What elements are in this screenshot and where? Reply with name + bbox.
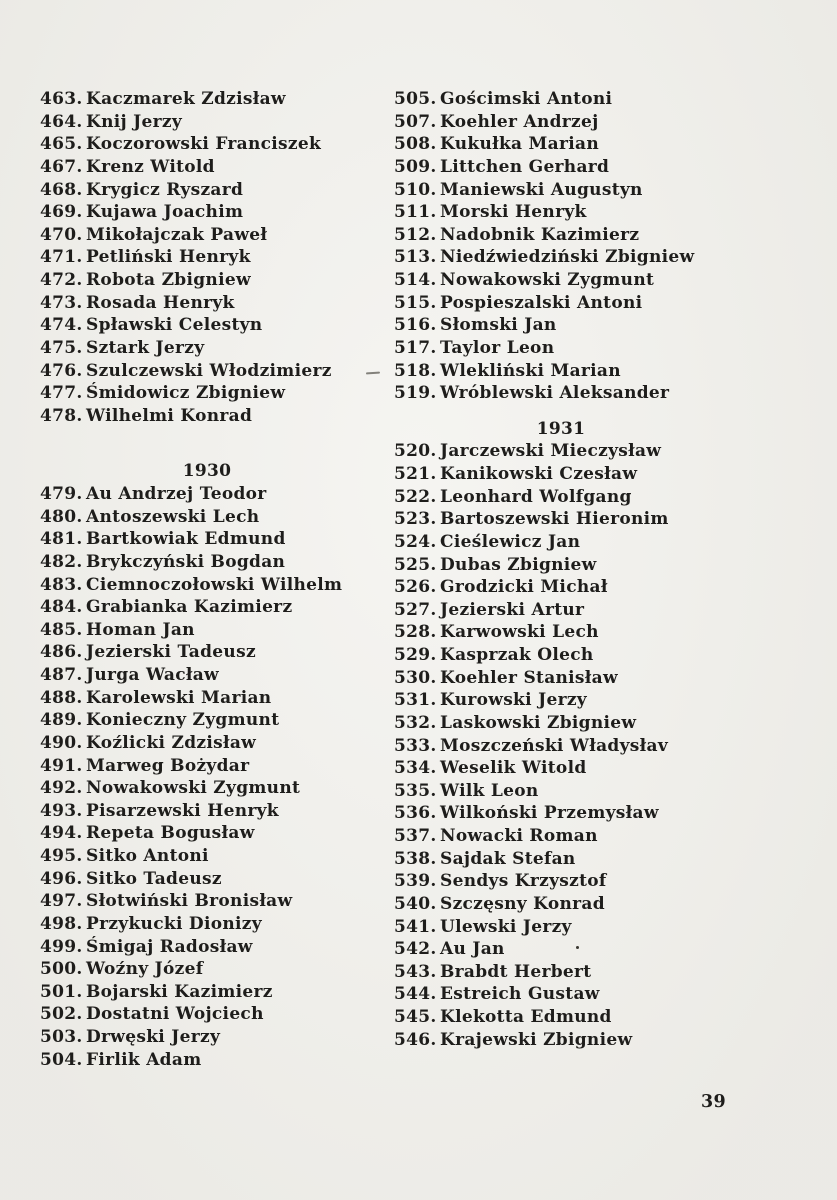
list-entry <box>394 111 798 134</box>
entry-name: Dostatni Wojciech <box>86 1004 264 1025</box>
entry-name: Sztark Jerzy <box>86 337 205 358</box>
entry-name: Estreich Gustaw <box>440 984 600 1005</box>
year-header-1930: 1930 <box>182 461 232 482</box>
entry-number: 486. <box>40 642 83 663</box>
list-entry <box>394 292 798 315</box>
entry-name: Klekotta Edmund <box>440 1007 612 1027</box>
entry-number: 463. <box>40 89 83 109</box>
entry-number: 536. <box>394 803 437 824</box>
entry-name: Nowakowski Zygmunt <box>86 778 301 799</box>
list-entry <box>40 868 374 891</box>
entry-number: 522. <box>394 486 437 507</box>
entry-name: Au Andrzej Teodor <box>86 484 267 504</box>
entry-number: 503. <box>40 1027 83 1047</box>
entry-number: 483. <box>40 574 83 595</box>
entry-name: Sajdak Stefan <box>440 848 576 869</box>
entry-number: 523. <box>394 509 437 530</box>
list-entry <box>40 551 374 574</box>
list-entry <box>40 360 374 383</box>
entry-number: 530. <box>394 667 437 688</box>
entry-number: 488. <box>40 687 83 708</box>
entry-number: 482. <box>40 551 83 572</box>
list-entry <box>394 156 798 179</box>
entry-name: Repeta Bogusław <box>86 823 255 844</box>
entry-number: 491. <box>40 755 83 776</box>
entry-number: 516. <box>394 315 437 336</box>
list-entry <box>394 757 798 780</box>
list-entry <box>40 800 374 823</box>
entry-number: 545. <box>394 1007 437 1027</box>
entry-number: 471. <box>40 247 83 268</box>
entry-number: 472. <box>40 270 83 290</box>
list-entry <box>394 825 798 848</box>
list-entry <box>394 599 798 622</box>
entry-number: 542. <box>394 939 437 960</box>
entry-number: 465. <box>40 134 83 155</box>
name-list-column-right <box>394 88 798 1051</box>
entry-number: 495. <box>40 846 83 866</box>
entry-number: 526. <box>394 577 437 598</box>
list-entry <box>394 961 798 984</box>
entry-number: 502. <box>40 1004 83 1025</box>
entry-number: 538. <box>394 848 437 869</box>
entry-name: Spławski Celestyn <box>86 315 263 336</box>
list-entry <box>394 246 798 269</box>
entry-name: Homan Jan <box>86 619 195 640</box>
entry-number: 540. <box>394 893 437 914</box>
entry-name: Kasprzak Olech <box>440 645 594 665</box>
list-entry <box>394 486 798 509</box>
entry-number: 484. <box>40 597 83 618</box>
entry-number: 489. <box>40 710 83 731</box>
entry-number: 519. <box>394 383 437 404</box>
list-entry <box>40 179 374 202</box>
entry-name: Dubas Zbigniew <box>440 554 597 575</box>
list-entry <box>394 179 798 202</box>
list-entry <box>394 1029 798 1052</box>
entry-name: Słotwiński Bronisław <box>86 891 293 912</box>
list-entry <box>394 712 798 735</box>
entry-number: 534. <box>394 758 437 779</box>
entry-name: Jurga Wacław <box>86 665 219 685</box>
entry-name: Marweg Bożydar <box>86 755 250 776</box>
entry-number: 493. <box>40 800 83 821</box>
list-entry <box>394 983 798 1006</box>
entry-name: Koehler Andrzej <box>440 111 599 132</box>
entry-name: Bojarski Kazimierz <box>86 981 273 1002</box>
entry-name: Karolewski Marian <box>86 687 272 708</box>
entry-number: 518. <box>394 360 437 381</box>
entry-number: 507. <box>394 111 437 132</box>
list-entry <box>394 893 798 916</box>
entry-name: Woźny Józef <box>86 959 204 980</box>
entry-name: Nadobnik Kazimierz <box>440 224 640 245</box>
entry-name: Wilk Leon <box>440 780 539 801</box>
list-entry <box>40 890 374 913</box>
entry-name: Kanikowski Czesław <box>440 464 638 484</box>
entry-number: 546. <box>394 1029 437 1050</box>
entry-name: Śmigaj Radosław <box>86 936 253 957</box>
list-entry <box>40 664 374 687</box>
list-entry <box>394 848 798 871</box>
entry-name: Leonhard Wolfgang <box>440 486 632 507</box>
list-entry <box>394 440 798 463</box>
list-entry <box>40 506 374 529</box>
list-entry <box>394 802 798 825</box>
entry-name: Ulewski Jerzy <box>440 916 572 937</box>
entry-number: 543. <box>394 961 437 982</box>
list-entry <box>394 382 798 405</box>
entry-number: 508. <box>394 134 437 155</box>
list-entry <box>40 156 374 179</box>
entry-name: Krygicz Ryszard <box>86 179 244 200</box>
list-entry <box>40 292 374 315</box>
list-entry <box>40 246 374 269</box>
entry-name: Jezierski Tadeusz <box>86 642 256 663</box>
list-entry <box>40 382 374 405</box>
entry-name: Ciemnoczołowski Wilhelm <box>86 574 343 595</box>
entry-number: 500. <box>40 959 83 980</box>
entry-number: 473. <box>40 292 83 313</box>
entry-number: 529. <box>394 645 437 665</box>
entry-name: Sitko Tadeusz <box>86 868 222 889</box>
list-entry <box>394 531 798 554</box>
entry-name: Maniewski Augustyn <box>440 179 643 200</box>
entry-number: 481. <box>40 529 83 550</box>
list-entry <box>40 88 374 111</box>
list-entry <box>394 689 798 712</box>
entry-name: Kukułka Marian <box>440 134 599 155</box>
entry-name: Koczorowski Franciszek <box>86 134 322 155</box>
entry-name: Krajewski Zbigniew <box>440 1029 633 1050</box>
list-entry <box>40 133 374 156</box>
list-entry <box>394 360 798 383</box>
entry-number: 485. <box>40 619 83 640</box>
entry-name: Śmidowicz Zbigniew <box>86 383 286 404</box>
entry-number: 513. <box>394 247 437 268</box>
entry-name: Gościmski Antoni <box>440 89 613 109</box>
list-entry <box>394 88 798 111</box>
entry-number: 498. <box>40 913 83 934</box>
list-entry <box>40 981 374 1004</box>
list-entry <box>40 111 374 134</box>
entry-number: 479. <box>40 484 83 504</box>
entry-name: Firlik Adam <box>86 1049 202 1070</box>
list-entry <box>394 269 798 292</box>
entry-name: Antoszewski Lech <box>86 506 260 527</box>
entry-name: Kurowski Jerzy <box>440 690 587 711</box>
entry-name: Jezierski Artur <box>440 599 585 620</box>
entry-name: Au Jan <box>440 939 505 960</box>
list-entry <box>40 314 374 337</box>
entry-number: 514. <box>394 270 437 290</box>
entry-name: Koehler Stanisław <box>440 667 618 688</box>
entry-name: Wlekliński Marian <box>440 360 621 381</box>
entry-number: 496. <box>40 868 83 889</box>
entry-name: Nowakowski Zygmunt <box>440 270 655 290</box>
entry-number: 499. <box>40 936 83 957</box>
list-entry <box>40 845 374 868</box>
entry-name: Wróblewski Aleksander <box>440 383 670 404</box>
entry-number: 490. <box>40 732 83 753</box>
entry-number: 478. <box>40 405 83 426</box>
entry-name: Wilhelmi Konrad <box>86 405 253 426</box>
list-entry <box>394 314 798 337</box>
entry-number: 487. <box>40 665 83 685</box>
entry-number: 537. <box>394 826 437 846</box>
list-entry <box>394 780 798 803</box>
list-entry <box>40 1026 374 1049</box>
entry-name: Konieczny Zygmunt <box>86 710 280 731</box>
entry-name: Szulczewski Włodzimierz <box>86 360 332 381</box>
entry-name: Mikołajczak Paweł <box>86 224 268 245</box>
entry-name: Drwęski Jerzy <box>86 1027 221 1047</box>
entry-number: 497. <box>40 891 83 912</box>
entry-number: 480. <box>40 506 83 527</box>
year-header-1931: 1931 <box>536 418 586 439</box>
entry-name: Kujawa Joachim <box>86 202 244 223</box>
entry-number: 505. <box>394 89 437 109</box>
entry-number: 509. <box>394 156 437 177</box>
entry-number: 515. <box>394 292 437 313</box>
entry-name: Morski Henryk <box>440 202 587 223</box>
entry-number: 521. <box>394 464 437 484</box>
list-entry <box>394 667 798 690</box>
list-entry <box>40 958 374 981</box>
list-entry <box>40 201 374 224</box>
entry-name: Littchen Gerhard <box>440 156 610 177</box>
list-entry <box>40 528 374 551</box>
stray-ink-dot <box>576 946 579 949</box>
entry-name: Weselik Witold <box>440 758 587 779</box>
list-entry <box>394 621 798 644</box>
entry-number: 524. <box>394 531 437 552</box>
list-entry <box>394 554 798 577</box>
entry-number: 539. <box>394 871 437 892</box>
list-entry <box>40 777 374 800</box>
entry-number: 468. <box>40 179 83 200</box>
page-number: 39 <box>701 1092 726 1112</box>
list-entry <box>40 619 374 642</box>
entry-number: 533. <box>394 735 437 756</box>
entry-number: 511. <box>394 202 437 223</box>
entry-name: Bartoszewski Hieronim <box>440 509 669 530</box>
list-entry <box>40 483 374 506</box>
list-entry <box>40 687 374 710</box>
entry-name: Przykucki Dionizy <box>86 913 262 934</box>
entry-name: Brabdt Herbert <box>440 961 592 982</box>
entry-number: 474. <box>40 315 83 336</box>
entry-name: Grabianka Kazimierz <box>86 597 293 618</box>
list-entry <box>40 936 374 959</box>
list-entry <box>394 735 798 758</box>
entry-name: Sendys Krzysztof <box>440 871 607 892</box>
entry-name: Laskowski Zbigniew <box>440 712 637 733</box>
entry-name: Słomski Jan <box>440 315 557 336</box>
entry-name: Wilkoński Przemysław <box>440 803 659 824</box>
list-entry <box>40 1003 374 1026</box>
list-entry <box>394 337 798 360</box>
entry-number: 532. <box>394 712 437 733</box>
entry-number: 517. <box>394 337 437 358</box>
list-entry <box>40 913 374 936</box>
list-entry <box>40 755 374 778</box>
entry-name: Pisarzewski Henryk <box>86 800 279 821</box>
entry-name: Karwowski Lech <box>440 622 599 643</box>
entry-number: 531. <box>394 690 437 711</box>
entry-name: Koźlicki Zdzisław <box>86 732 257 753</box>
entry-number: 470. <box>40 224 83 245</box>
list-entry <box>394 133 798 156</box>
list-entry <box>40 596 374 619</box>
list-entry <box>394 870 798 893</box>
entry-name: Rosada Henryk <box>86 292 235 313</box>
entry-number: 541. <box>394 916 437 937</box>
list-entry <box>394 938 798 961</box>
entry-number: 520. <box>394 441 437 462</box>
list-entry <box>40 822 374 845</box>
entry-name: Kaczmarek Zdzisław <box>86 89 286 109</box>
list-entry <box>394 224 798 247</box>
entry-name: Cieślewicz Jan <box>440 531 581 552</box>
entry-number: 535. <box>394 780 437 801</box>
entry-number: 467. <box>40 156 83 177</box>
entry-name: Grodzicki Michał <box>440 577 608 598</box>
entry-number: 464. <box>40 111 83 132</box>
entry-number: 476. <box>40 360 83 381</box>
entry-number: 512. <box>394 224 437 245</box>
entry-name: Brykczyński Bogdan <box>86 551 286 572</box>
list-entry <box>40 732 374 755</box>
entry-name: Niedźwiedziński Zbigniew <box>440 247 695 268</box>
entry-number: 504. <box>40 1049 83 1070</box>
entry-name: Knij Jerzy <box>86 111 183 132</box>
entry-number: 510. <box>394 179 437 200</box>
name-list-column-left <box>40 88 374 1071</box>
list-entry <box>394 916 798 939</box>
entry-number: 494. <box>40 823 83 844</box>
entry-number: 501. <box>40 981 83 1002</box>
entry-name: Krenz Witold <box>86 156 215 177</box>
entry-name: Sitko Antoni <box>86 846 209 866</box>
entry-number: 527. <box>394 599 437 620</box>
list-entry <box>40 405 374 428</box>
list-entry <box>40 709 374 732</box>
entry-name: Petliński Henryk <box>86 247 251 268</box>
list-entry <box>394 508 798 531</box>
entry-number: 477. <box>40 383 83 404</box>
entry-name: Bartkowiak Edmund <box>86 529 286 550</box>
list-entry <box>40 337 374 360</box>
list-entry <box>40 1049 374 1072</box>
entry-name: Szczęsny Konrad <box>440 893 605 914</box>
entry-number: 469. <box>40 202 83 223</box>
entry-number: 528. <box>394 622 437 643</box>
entry-name: Taylor Leon <box>440 337 555 358</box>
entry-number: 525. <box>394 554 437 575</box>
entry-number: 492. <box>40 778 83 799</box>
entry-name: Pospieszalski Antoni <box>440 292 643 313</box>
entry-name: Jarczewski Mieczysław <box>440 441 662 462</box>
entry-name: Moszczeński Władysłav <box>440 735 669 756</box>
list-entry <box>394 463 798 486</box>
list-entry <box>394 201 798 224</box>
list-entry <box>394 576 798 599</box>
entry-number: 544. <box>394 984 437 1005</box>
list-entry <box>40 574 374 597</box>
list-entry <box>40 269 374 292</box>
entry-number: 475. <box>40 337 83 358</box>
list-entry <box>394 1006 798 1029</box>
list-entry <box>394 644 798 667</box>
entry-name: Robota Zbigniew <box>86 270 251 290</box>
list-entry <box>40 224 374 247</box>
entry-name: Nowacki Roman <box>440 826 598 846</box>
list-entry <box>40 641 374 664</box>
